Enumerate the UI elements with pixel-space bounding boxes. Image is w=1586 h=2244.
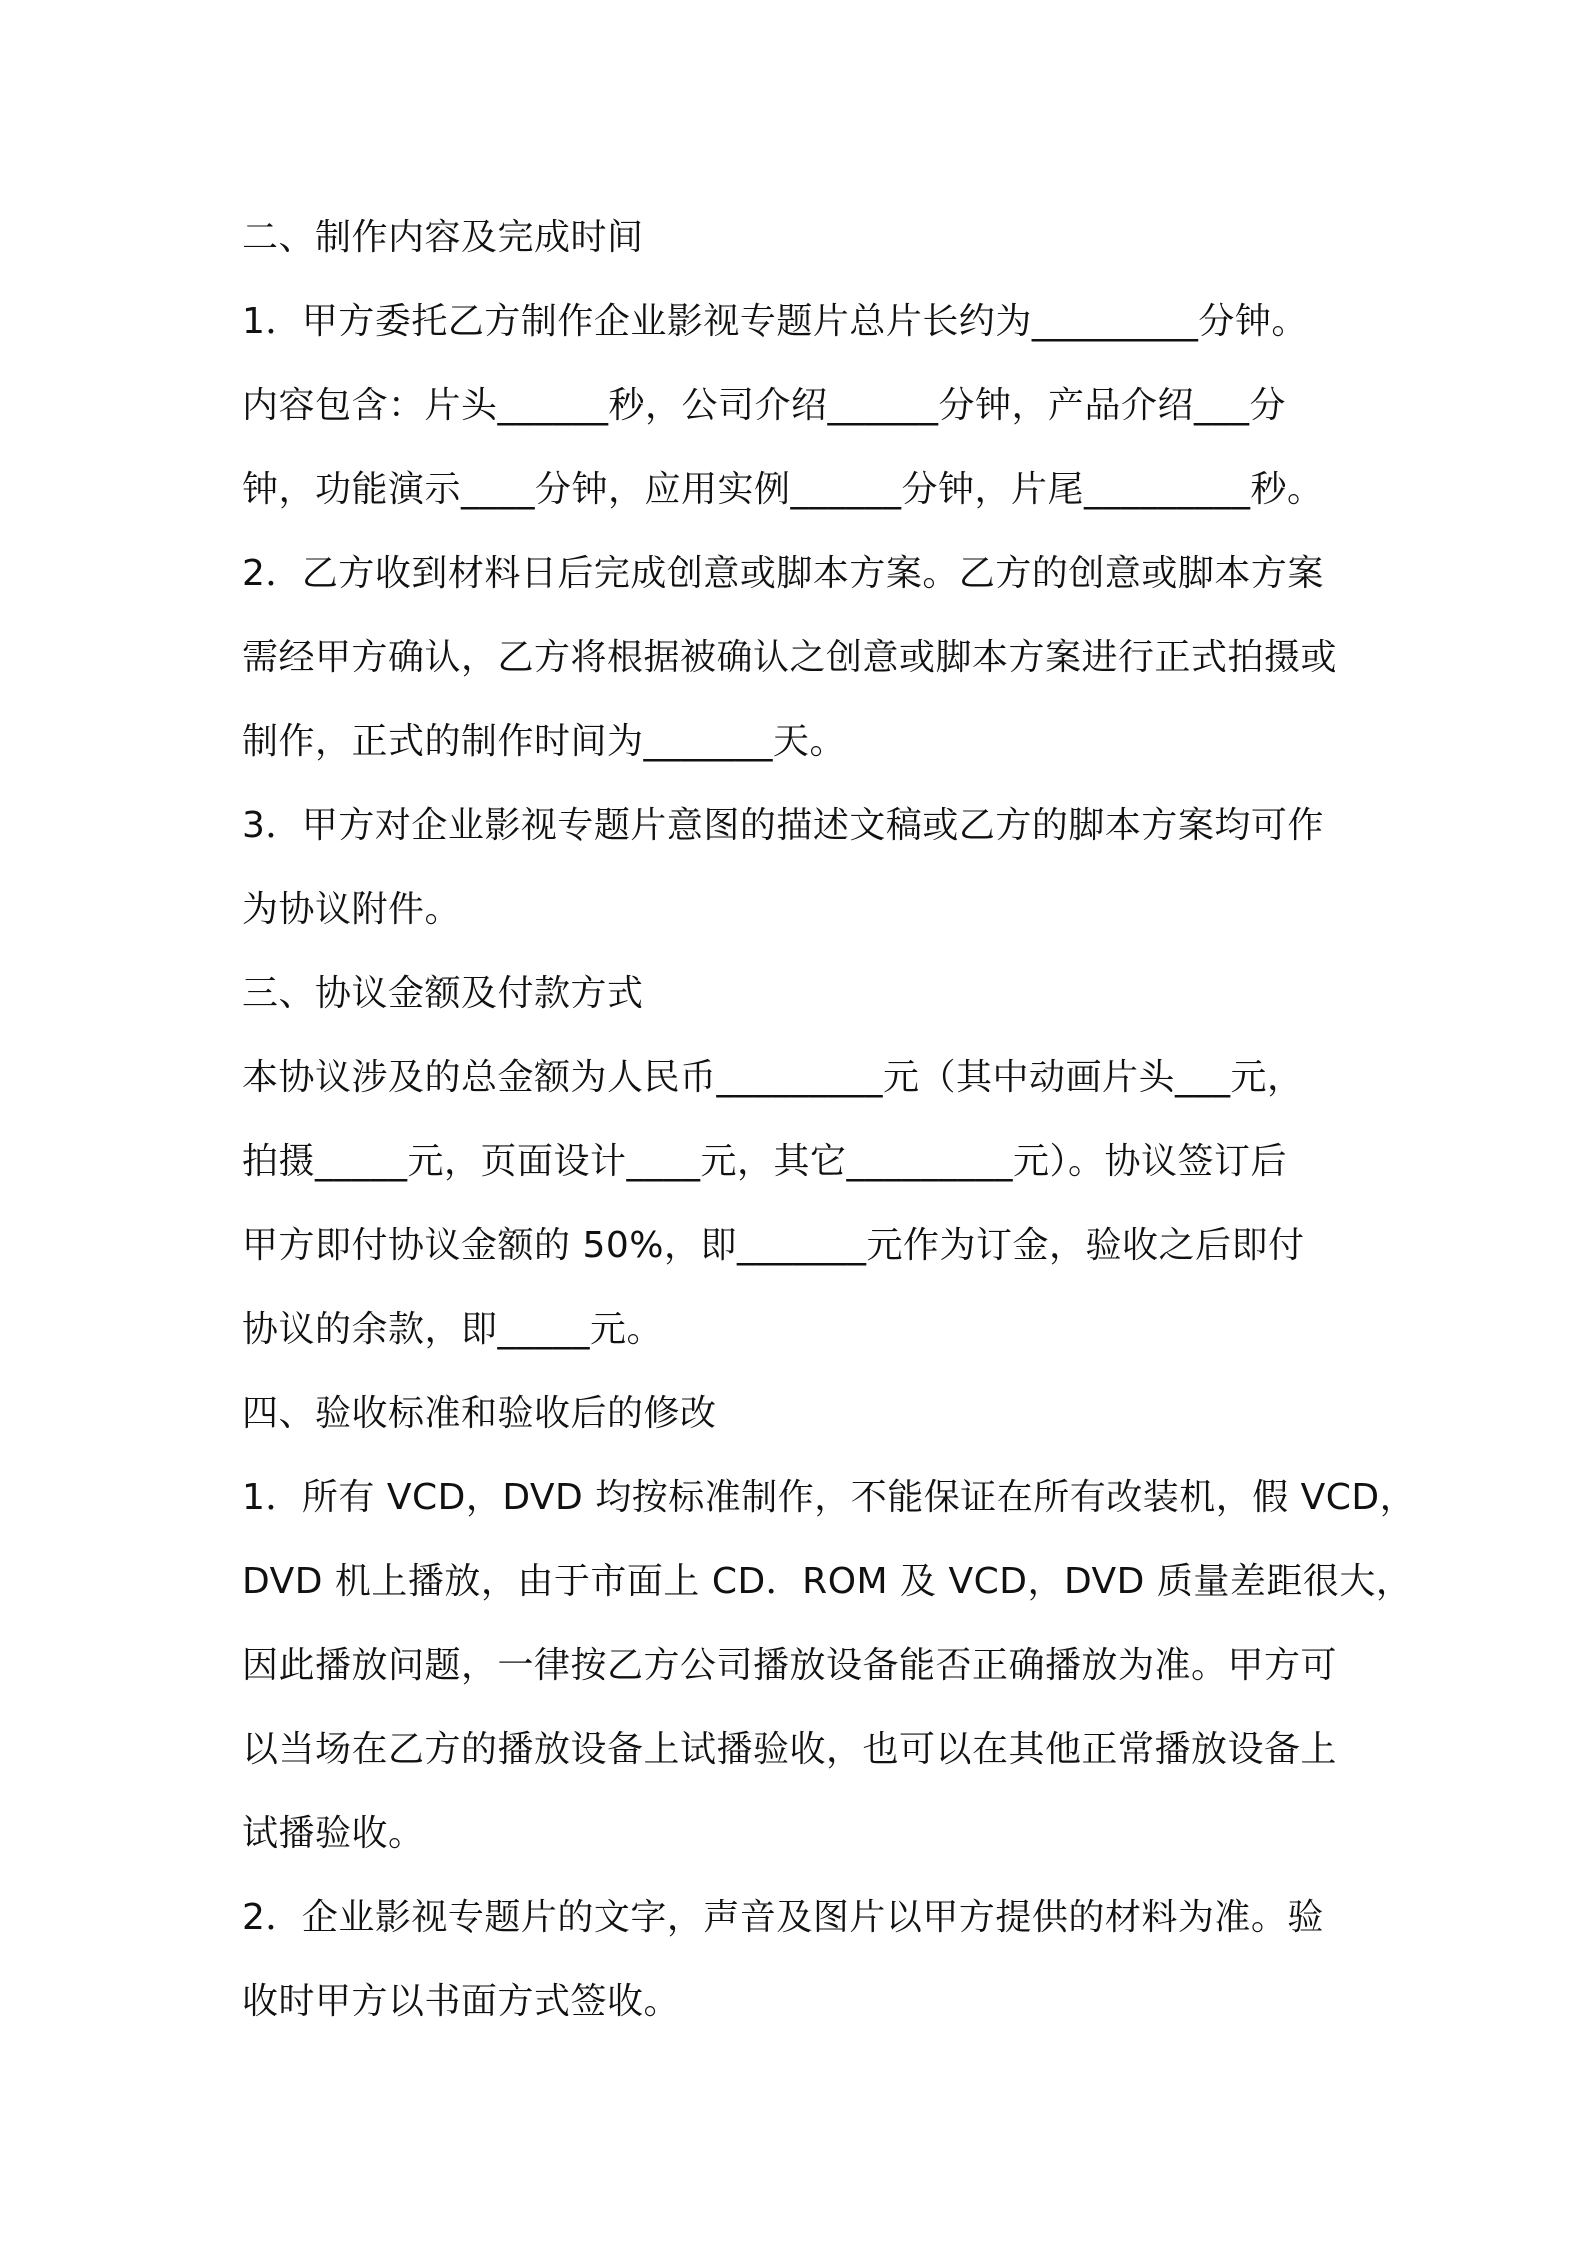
clause-2-2-line-2: 需经甲方确认，乙方将根据被确认之创意或脚本方案进行正式拍摄或 [242,637,1338,678]
clause-4-1-line-4: 以当场在乙方的播放设备上试播验收，也可以在其他正常播放设备上 [242,1729,1338,1770]
payment-line-2: 拍摄_____元，页面设计____元，其它_________元）。协议签订后 [242,1141,1288,1182]
clause-2-3-line-2: 为协议附件。 [242,889,462,930]
document-body [242,196,1417,2044]
clause-4-1-line-2: DVD 机上播放，由于市面上 CD．ROM 及 VCD，DVD 质量差距很大， [242,1561,1413,1602]
clause-4-1-line-1: 1．所有 VCD，DVD 均按标准制作，不能保证在所有改装机，假 VCD， [242,1477,1417,1518]
clause-4-2-line-1: 2．企业影视专题片的文字，声音及图片以甲方提供的材料为准。验 [242,1897,1324,1938]
clause-2-3-line-1: 3．甲方对企业影视专题片意图的描述文稿或乙方的脚本方案均可作 [242,805,1324,846]
payment-line-1: 本协议涉及的总金额为人民币_________元（其中动画片头___元， [242,1057,1304,1098]
section-heading-acceptance: 四、验收标准和验收后的修改 [242,1393,717,1434]
payment-line-3: 甲方即付协议金额的 50%，即_______元作为订金，验收之后即付 [242,1225,1305,1266]
clause-4-1-line-3: 因此播放问题，一律按乙方公司播放设备能否正确播放为准。甲方可 [242,1645,1338,1686]
clause-4-2-line-2: 收时甲方以书面方式签收。 [242,1981,681,2022]
clause-2-1-line-3: 钟，功能演示____分钟，应用实例______分钟，片尾_________秒。 [242,469,1324,510]
payment-line-4: 协议的余款，即_____元。 [242,1309,664,1350]
clause-2-2-line-3: 制作，正式的制作时间为_______天。 [242,721,847,762]
clause-2-1-line-2: 内容包含：片头______秒，公司介绍______分钟，产品介绍___分 [242,385,1287,426]
section-heading-production: 二、制作内容及完成时间 [242,217,644,258]
section-heading-payment: 三、协议金额及付款方式 [242,973,644,1014]
clause-2-1-line-1: 1．甲方委托乙方制作企业影视专题片总片长约为_________分钟。 [242,301,1308,342]
clause-2-2-line-1: 2．乙方收到材料日后完成创意或脚本方案。乙方的创意或脚本方案 [242,553,1324,594]
clause-4-1-line-5: 试播验收。 [242,1813,425,1854]
